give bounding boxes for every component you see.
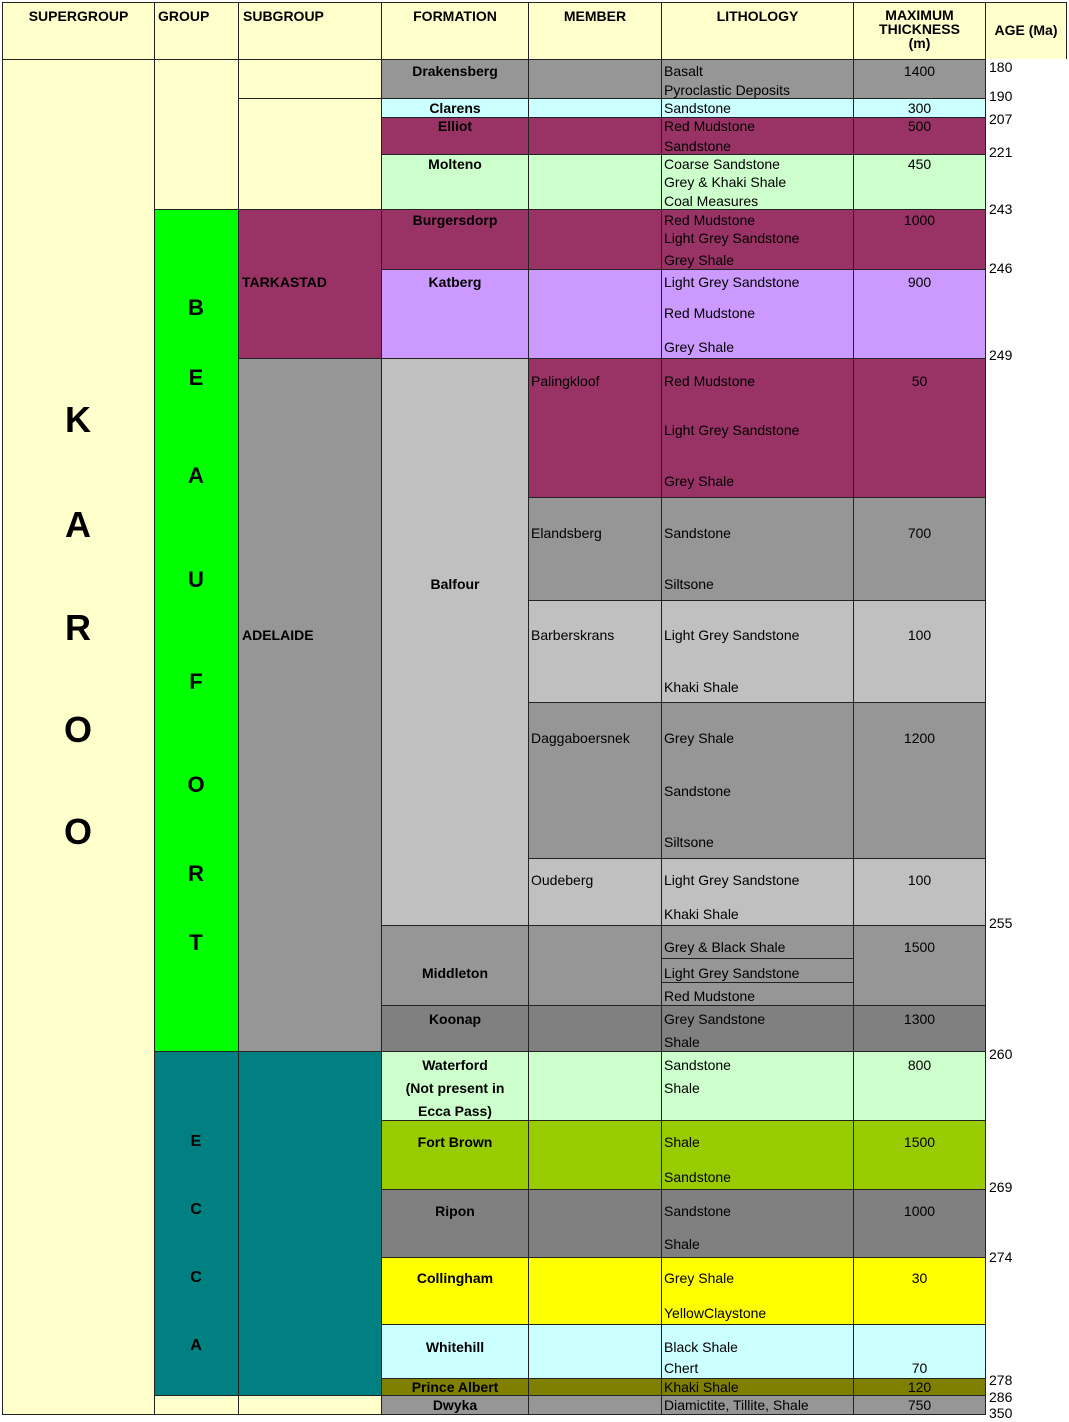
member-daggaboersnek-label: Daggaboersnek (531, 730, 630, 746)
age-label: 207 (989, 111, 1013, 127)
member-whitehill (528, 1324, 662, 1379)
lithology-collingham-2: YellowClaystone (664, 1305, 767, 1321)
thickness-whitehill-value: 70 (911, 1360, 928, 1376)
header-group (154, 2, 239, 60)
subgroup-ecca-blank (238, 1051, 382, 1396)
lithology-koonap-2: Shale (664, 1034, 700, 1050)
thickness-collingham-value: 30 (911, 1270, 928, 1286)
lithology-middleton-2: Light Grey Sandstone (664, 965, 800, 981)
thickness-burgersdorp-value: 1000 (903, 212, 936, 228)
member-oudeberg (528, 858, 662, 926)
subgroup-blank-1 (238, 59, 382, 99)
member-burgersdorp (528, 209, 662, 270)
lithology-palingkloof-1: Red Mudstone (664, 373, 756, 389)
member-dwyka (528, 1395, 662, 1415)
formation-prince-albert-label: Prince Albert (411, 1379, 499, 1395)
thickness-koonap-value: 1300 (903, 1011, 936, 1027)
ecca-letter-c1: C (190, 1201, 202, 1218)
member-collingham (528, 1257, 662, 1325)
lithology-ripon-2: Shale (664, 1236, 700, 1252)
lithology-drakensberg-1: Basalt (664, 63, 703, 79)
subgroup-tarkastad-label: TARKASTAD (242, 274, 328, 290)
thickness-daggaboersnek-value: 1200 (903, 730, 936, 746)
age-label: 286 (989, 1389, 1013, 1405)
formation-elliot-label: Elliot (437, 118, 473, 134)
ecca-letter-e: E (190, 1133, 202, 1150)
lithology-clarens-1: Sandstone (664, 100, 731, 116)
formation-balfour-label: Balfour (430, 576, 480, 592)
thickness-ripon (853, 1189, 986, 1258)
age-label: 190 (989, 88, 1013, 104)
beaufort-letter-o: O (187, 772, 205, 797)
member-drakensberg (528, 59, 662, 99)
formation-collingham-label: Collingham (416, 1270, 494, 1286)
lithology-waterford-1: Sandstone (664, 1057, 731, 1073)
member-palingkloof-label: Palingkloof (531, 373, 600, 389)
age-label: 255 (989, 915, 1013, 931)
lithology-barberskrans-1: Light Grey Sandstone (664, 627, 800, 643)
member-middleton (528, 925, 662, 1006)
thickness-elandsberg-value: 700 (907, 525, 932, 541)
lithology-dwyka-1: Diamictite, Tillite, Shale (664, 1397, 809, 1413)
thickness-fort-brown-value: 1500 (903, 1134, 936, 1150)
lithology-fort-brown-1: Shale (664, 1134, 700, 1150)
header-formation-label: FORMATION (413, 8, 497, 24)
member-daggaboersnek (528, 702, 662, 859)
thickness-daggaboersnek (853, 702, 986, 859)
ecca-letter-c2: C (190, 1269, 202, 1286)
subgroup-adelaide-label: ADELAIDE (242, 627, 314, 643)
thickness-elliot-value: 500 (907, 118, 932, 134)
lithology-molteno-3: Coal Measures (664, 193, 759, 209)
member-elliot (528, 117, 662, 155)
beaufort-letter-t: T (189, 930, 203, 955)
formation-whitehill-label: Whitehill (425, 1339, 485, 1355)
age-label: 269 (989, 1179, 1013, 1195)
lithology-daggaboersnek-3: Siltsone (664, 834, 714, 850)
lithology-oudeberg-2: Khaki Shale (664, 906, 739, 922)
beaufort-letter-b: B (188, 295, 204, 320)
lithology-ripon-1: Sandstone (664, 1203, 731, 1219)
karoo-letter-a: A (65, 504, 91, 545)
age-label: 350 (989, 1405, 1013, 1421)
header-thickness-line1: MAXIMUM (885, 7, 954, 23)
age-label: 246 (989, 260, 1013, 276)
member-barberskrans-label: Barberskrans (531, 627, 615, 643)
lithology-koonap-1: Grey Sandstone (664, 1011, 766, 1027)
beaufort-letter-r: R (188, 861, 204, 886)
formation-ripon-label: Ripon (435, 1203, 475, 1219)
lithology-burgersdorp-2: Light Grey Sandstone (664, 230, 800, 246)
age-label: 243 (989, 201, 1013, 217)
lithology-collingham-1: Grey Shale (664, 1270, 735, 1286)
lithology-middleton-3: Red Mudstone (664, 988, 756, 1004)
formation-molteno-label: Molteno (428, 156, 482, 172)
group-beaufort (154, 209, 239, 1052)
header-lithology (661, 2, 854, 60)
lithology-daggaboersnek-2: Sandstone (664, 783, 731, 799)
thickness-molteno-value: 450 (907, 156, 932, 172)
thickness-prince-albert-value: 120 (907, 1379, 932, 1395)
member-clarens (528, 98, 662, 118)
formation-waterford-label-2: (Not present in (405, 1080, 505, 1096)
formation-burgersdorp-label: Burgersdorp (412, 212, 498, 228)
member-koonap (528, 1005, 662, 1052)
thickness-clarens-value: 300 (907, 100, 932, 116)
lithology-katberg-3: Grey Shale (664, 339, 735, 355)
formation-waterford-label-1: Waterford (422, 1057, 488, 1073)
age-label: 221 (989, 144, 1013, 160)
thickness-fort-brown (853, 1120, 986, 1190)
beaufort-letter-u: U (188, 567, 204, 592)
formation-clarens-label: Clarens (429, 100, 481, 116)
group-top-blank (154, 59, 239, 210)
member-ripon (528, 1189, 662, 1258)
lithology-molteno-1: Coarse Sandstone (664, 156, 780, 172)
member-elandsberg (528, 497, 662, 601)
formation-dwyka-label: Dwyka (432, 1397, 478, 1413)
lithology-whitehill-2: Chert (664, 1360, 699, 1376)
header-thickness-line3: (m) (908, 35, 931, 51)
lithology-katberg-2: Red Mudstone (664, 305, 756, 321)
header-supergroup (2, 2, 155, 60)
lithology-elandsberg-1: Sandstone (664, 525, 731, 541)
formation-drakensberg-label: Drakensberg (412, 63, 498, 79)
header-age-label: AGE (Ma) (994, 22, 1058, 38)
subgroup-bottom-blank (238, 1395, 382, 1415)
header-thickness (853, 2, 986, 60)
karoo-letter-k: K (65, 399, 91, 440)
formation-waterford-label-3: Ecca Pass) (418, 1103, 492, 1119)
header-lithology-label: LITHOLOGY (716, 8, 799, 24)
formation-koonap-label: Koonap (428, 1011, 482, 1027)
age-label: 260 (989, 1046, 1013, 1062)
header-supergroup-label: SUPERGROUP (28, 8, 129, 24)
lithology-katberg-1: Light Grey Sandstone (664, 274, 800, 290)
member-katberg (528, 269, 662, 359)
group-bottom-blank (154, 1395, 239, 1415)
thickness-dwyka-value: 750 (907, 1397, 932, 1413)
thickness-katberg-value: 900 (907, 274, 932, 290)
header-formation (381, 2, 529, 60)
header-age (985, 2, 1067, 60)
age-label: 249 (989, 347, 1013, 363)
lithology-prince-albert-1: Khaki Shale (664, 1379, 739, 1395)
lithology-daggaboersnek-1: Grey Shale (664, 730, 735, 746)
age-label: 274 (989, 1249, 1013, 1265)
member-barberskrans (528, 600, 662, 703)
formation-ripon (381, 1189, 529, 1258)
formation-collingham (381, 1257, 529, 1325)
thickness-oudeberg-value: 100 (907, 872, 932, 888)
lithology-palingkloof-2: Light Grey Sandstone (664, 422, 800, 438)
header-group-label: GROUP (158, 8, 210, 24)
lithology-burgersdorp-1: Red Mudstone (664, 212, 756, 228)
thickness-palingkloof-value: 50 (911, 373, 928, 389)
lithology-whitehill-1: Black Shale (664, 1339, 738, 1355)
thickness-oudeberg (853, 858, 986, 926)
beaufort-letter-a: A (188, 463, 204, 488)
thickness-barberskrans-value: 100 (907, 627, 932, 643)
formation-middleton-label: Middleton (421, 965, 489, 981)
member-oudeberg-label: Oudeberg (531, 872, 594, 888)
lithology-molteno-2: Grey & Khaki Shale (664, 174, 787, 190)
thickness-collingham (853, 1257, 986, 1325)
thickness-ripon-value: 1000 (903, 1203, 936, 1219)
thickness-drakensberg-value: 1400 (903, 63, 936, 79)
age-label: 180 (989, 59, 1013, 75)
lithology-burgersdorp-3: Grey Shale (664, 252, 735, 268)
member-waterford (528, 1051, 662, 1121)
member-prince-albert (528, 1378, 662, 1396)
karoo-letter-o2: O (63, 811, 92, 852)
lithology-elliot-1: Red Mudstone (664, 118, 756, 134)
ecca-letter-a: A (190, 1337, 202, 1354)
formation-fort-brown (381, 1120, 529, 1190)
member-fort-brown (528, 1120, 662, 1190)
karoo-letter-r: R (65, 607, 91, 648)
lithology-elandsberg-2: Siltsone (664, 576, 714, 592)
lithology-palingkloof-3: Grey Shale (664, 473, 735, 489)
member-elandsberg-label: Elandsberg (531, 525, 602, 541)
header-member (528, 2, 662, 60)
header-member-label: MEMBER (563, 8, 627, 24)
beaufort-letter-f: F (189, 669, 203, 694)
header-subgroup-label: SUBGROUP (243, 8, 324, 24)
formation-katberg-label: Katberg (428, 274, 482, 290)
thickness-waterford-value: 800 (907, 1057, 932, 1073)
lithology-oudeberg-1: Light Grey Sandstone (664, 872, 800, 888)
thickness-middleton (853, 925, 986, 1006)
lithology-barberskrans-2: Khaki Shale (664, 679, 739, 695)
lithology-waterford-2: Shale (664, 1080, 700, 1096)
lithology-middleton-1: Grey & Black Shale (664, 939, 786, 955)
lithology-elliot-2: Sandstone (664, 138, 731, 154)
thickness-barberskrans (853, 600, 986, 703)
lithology-drakensberg-2: Pyroclastic Deposits (664, 82, 791, 98)
thickness-elandsberg (853, 497, 986, 601)
beaufort-letter-e: E (188, 365, 204, 390)
formation-fort-brown-label: Fort Brown (417, 1134, 493, 1150)
formation-balfour (381, 358, 529, 926)
member-molteno (528, 154, 662, 210)
karoo-letter-o1: O (63, 709, 92, 750)
subgroup-adelaide (238, 358, 382, 1052)
header-subgroup (238, 2, 382, 60)
age-label: 278 (989, 1372, 1013, 1388)
subgroup-blank-2 (238, 98, 382, 210)
header-thickness-line2: THICKNESS (879, 21, 960, 37)
lithology-fort-brown-2: Sandstone (664, 1169, 731, 1185)
thickness-middleton-value: 1500 (903, 939, 936, 955)
